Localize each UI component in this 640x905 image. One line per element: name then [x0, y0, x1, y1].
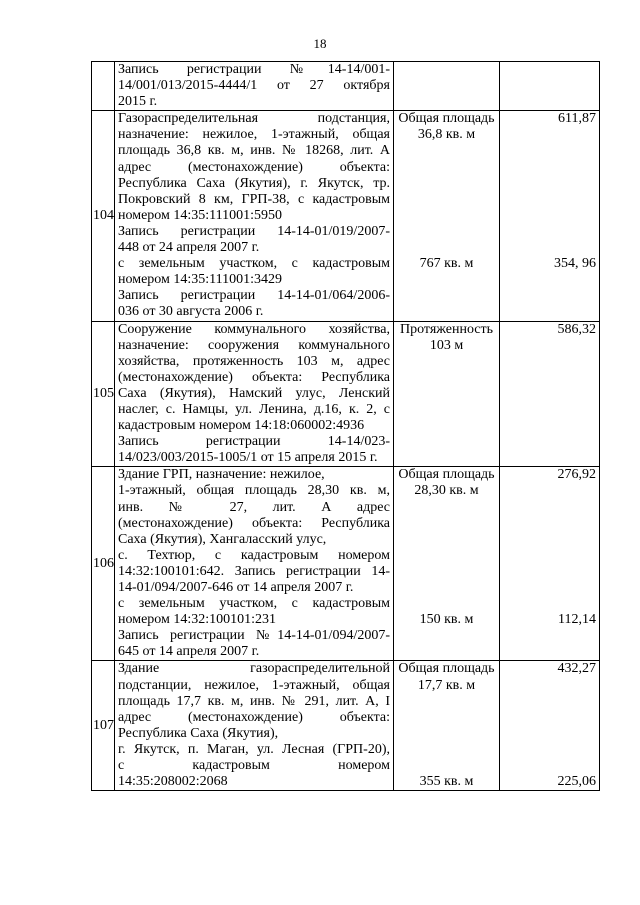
desc-line: назначение: нежилое, 1-этажный, общая: [118, 127, 390, 143]
desc-line: инв. № 27, лит. А адрес: [118, 499, 390, 515]
desc-line: 645 от 14 апреля 2007 г.: [118, 644, 260, 660]
area-label: Общая площадь: [398, 661, 495, 677]
area-value: 28,30 кв. м: [414, 483, 479, 499]
desc-line: 14:35:208002:2068: [118, 774, 228, 790]
desc-line: адрес (местонахождение) объекта:: [118, 159, 390, 175]
table-row: [92, 467, 600, 661]
desc-line: Покровский 8 км, ГРП-38, с кадастровым: [118, 191, 390, 207]
desc-line: 14-01/094/2007-646 от 14 апреля 2007 г.: [118, 580, 354, 595]
value-cell: [500, 661, 600, 791]
row-number-cell: 107: [92, 661, 115, 791]
desc-line: наслег, с. Намцы, ул. Ленина, д.16, к. 2, с: [118, 401, 390, 417]
desc-line: 14:32:100101:642. Запись регистрации 14-: [118, 563, 390, 579]
desc-line: Республика Саха (Якутия), г. Якутск, тр.: [118, 175, 390, 191]
value-cell: [500, 467, 600, 661]
row-number-cell: 106: [92, 467, 115, 661]
description-cell: [115, 62, 394, 111]
land-area-value: 355 кв. м: [419, 774, 474, 790]
area-cell: [394, 321, 500, 467]
desc-line: назначение: сооружения коммунального: [118, 337, 390, 353]
desc-line: номером 14:35:111001:5950: [118, 207, 283, 223]
row-number-cell: 104: [92, 111, 115, 321]
land-area-value: 767 кв. м: [419, 256, 474, 272]
description-cell: [115, 661, 394, 791]
land-area-value: 150 кв. м: [419, 612, 474, 628]
desc-line: с кадастровым номером: [118, 758, 390, 774]
desc-line: номером 14:35:111001:3429: [118, 272, 283, 288]
desc-line: Здание ГРП, назначение: нежилое,: [118, 467, 325, 483]
desc-line: адрес (местонахождение) объекта:: [118, 709, 390, 725]
area-label: Общая площадь: [398, 111, 495, 127]
area-value: 36,8 кв. м: [417, 127, 476, 143]
property-table: [91, 61, 600, 791]
cost-value: 586,32: [557, 321, 596, 337]
value-cell: [500, 62, 600, 111]
row-number-cell: [92, 62, 115, 111]
description-cell: [115, 467, 394, 661]
desc-line: Республика Саха (Якутия),: [118, 725, 279, 741]
area-cell: [394, 661, 500, 791]
value-cell: [500, 321, 600, 467]
desc-line: площадь 17,7 кв. м, инв. № 291, лит. А, I: [118, 693, 390, 709]
desc-line: Запись регистрации 14-14-01/064/2006-: [118, 288, 390, 304]
area-cell: [394, 111, 500, 321]
description-cell: [115, 111, 394, 321]
desc-line: Сооружение коммунального хозяйства,: [118, 321, 390, 337]
row-number-cell: 105: [92, 321, 115, 467]
desc-line: площадь 36,8 кв. м, инв. № 18268, лит. А: [118, 143, 390, 159]
cost-value: 276,92: [557, 467, 596, 483]
value-cell: [500, 111, 600, 321]
desc-line: с. Техтюр, с кадастровым номером: [118, 547, 390, 563]
desc-line: Газораспределительная подстанция,: [118, 111, 390, 127]
desc-line: Саха (Якутия), Хангаласский улус,: [118, 531, 327, 547]
desc-line: 036 от 30 августа 2006 г.: [118, 304, 264, 320]
desc-line: подстанции, нежилое, 1-этажный, общая: [118, 677, 390, 693]
desc-line: Запись регистрации №14-14/001-: [118, 62, 390, 77]
desc-line: 2015 г.: [118, 94, 158, 110]
land-cost-value: 354, 96: [554, 256, 596, 272]
table-row: [92, 111, 600, 321]
desc-line: Запись регистрации 14-14-01/019/2007-: [118, 223, 390, 239]
desc-line: 1-этажный, общая площадь 28,30 кв. м,: [118, 483, 390, 499]
desc-line: 448 от 24 апреля 2007 г.: [118, 240, 260, 256]
desc-line: Запись регистрации №14-14-01/094/2007-: [118, 628, 390, 644]
area-label: Общая площадь: [398, 467, 495, 483]
desc-line: 14/001/013/2015-4444/1 от 27 октября: [118, 78, 390, 94]
description-cell: [115, 321, 394, 467]
page-number: 18: [313, 36, 327, 51]
desc-line: Саха (Якутия), Намский улус, Ленский: [118, 385, 390, 401]
desc-line: кадастровым номером 14:18:060002:4936: [118, 418, 365, 434]
table-row: [92, 321, 600, 467]
desc-line: с земельным участком, с кадастровым: [118, 596, 390, 612]
desc-line: (местонахождение) объекта: Республика: [118, 515, 390, 531]
area-cell: [394, 62, 500, 111]
desc-line: Здание газораспределительной: [118, 661, 390, 677]
land-cost-value: 112,14: [558, 612, 596, 628]
land-cost-value: 225,06: [557, 774, 596, 790]
desc-line: г. Якутск, п. Маган, ул. Лесная (ГРП-20),: [118, 741, 390, 757]
desc-line: Запись регистрации 14-14/023-: [118, 434, 390, 450]
length-label: Протяженность: [399, 321, 494, 337]
cost-value: 611,87: [558, 111, 596, 127]
desc-line: хозяйства, протяженность 103 м, адрес: [118, 353, 390, 369]
table-row: [92, 62, 600, 111]
desc-line: номером 14:32:100101:231: [118, 612, 277, 628]
desc-line: (местонахождение) объекта: Республика: [118, 369, 390, 385]
desc-line: 14/023/003/2015-1005/1 от 15 апреля 2015 г.: [118, 450, 378, 466]
desc-line: с земельным участком, с кадастровым: [118, 256, 390, 272]
area-value: 17,7 кв. м: [417, 677, 476, 693]
area-cell: [394, 467, 500, 661]
cost-value: 432,27: [557, 661, 596, 677]
length-value: 103 м: [429, 337, 464, 353]
table-row: [92, 661, 600, 791]
